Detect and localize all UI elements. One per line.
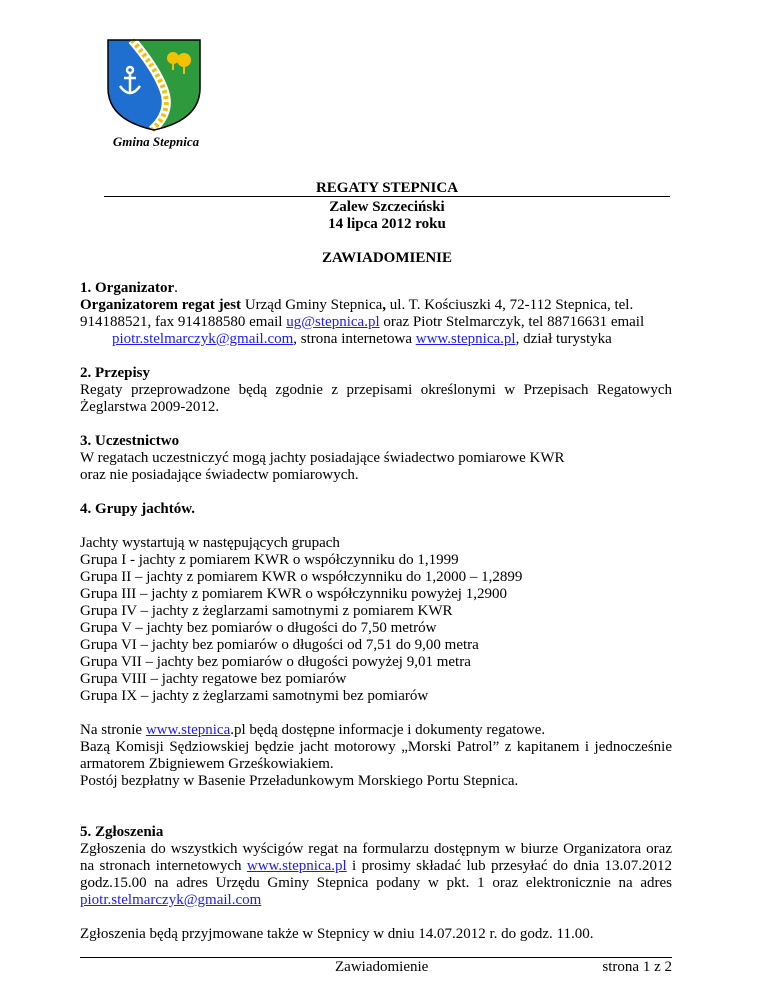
section-groups: 4. Grupy jachtów. Jachty wystartują w następujących grupach Grupa I - jachty z pomiarem KWR o współczynniku do 1,1999 Grupa II – jachty z pomiarem KWR o współczynniku do 1,2000 – 1,2899 Grupa III – jachty z pomiarem KWR o współczynniku powyżej 1,2900 Grupa IV – jachty z żeglarzami samotnymi z pomiarem KWR Grupa V – jachty bez pomiarów o długości do 7,50 metrów Grupa VI – jachty bez pomiarów o długości od 7,51 do 9,00 metra Grupa VII – jachty bez pomiarów o długości powyżej 9,01 metra Grupa VIII – jachty regatowe bez pomiarów Grupa IX – jachty z żeglarzami samotnymi bez pomiarów Na stronie www.stepnica.pl będą dostępne informacje i dokumenty regatowe. Bazą Komisji Sędziowskiej będzie jacht motorowy „Morski Patrol” z kapitanem i jednocześnie armatorem Zbigniewem Grześkowiakiem. Postój bezpłatny w Basenie Przeładunkowym Morskiego Portu Stepnica. [80,501,672,789]
section-heading: 4. Grupy jachtów. [80,501,196,517]
page-footer [80,957,672,977]
document-title: REGATY STEPNICA [315,180,459,196]
list-item: Grupa II – jachty z pomiarem KWR o współczynniku do 1,2000 – 1,2899 [80,569,523,585]
footer-rule [80,957,672,958]
footer-title: Zawiadomienie [335,959,429,975]
list-item: Grupa III – jachty z pomiarem KWR o współczynniku powyżej 1,2900 [80,586,507,602]
section-participation: 3. Uczestnictwo W regatach uczestniczyć mogą jachty posiadające świadectwo pomiarowe KWR oraz nie posiadające świadectw pomiarowych. [80,433,672,484]
list-item: Grupa IV – jachty z żeglarzami samotnymi z pomiarem KWR [80,603,453,619]
section-heading: 3. Uczestnictwo [80,433,180,449]
list-item: Grupa VII – jachty bez pomiarów o długości powyżej 9,01 metra [80,654,471,670]
list-item: Grupa VIII – jachty regatowe bez pomiarów [80,671,347,687]
list-item: Grupa V – jachty bez pomiarów o długości do 7,50 metrów [80,620,437,636]
section-heading: 5. Zgłoszenia [80,824,164,840]
list-item: Grupa I - jachty z pomiarem KWR o współczynniku do 1,1999 [80,552,459,568]
section-registration: 5. Zgłoszenia Zgłoszenia do wszystkich wyścigów regat na formularzu dostępnym w biurze Organizatora oraz na stronach internetowych www.stepnica.pl i prosimy składać lub przesyłać do dnia 13.07.2012 godz.15.00 na adres Urzędu Gminy Stepnica podany w pkt. 1 oraz elektronicznie na adres piotr.stelmarczyk@gmail.com Zgłoszenia będą przyjmowane także w Stepnicy w dniu 14.07.2012 r. do godz. 11.00. [80,824,673,942]
logo-caption: Gmina Stepnica [112,134,200,149]
list-item: Grupa IX – jachty z żeglarzami samotnymi bez pomiarów [80,688,429,704]
email-link-ug[interactable]: ug@stepnica.pl [286,314,380,330]
event-location: Zalew Szczeciński [329,199,445,215]
website-link[interactable]: www.stepnica.pl [246,858,347,874]
list-item: Grupa VI – jachty bez pomiarów o długości od 7,51 do 9,00 metra [80,637,479,653]
notice-heading: ZAWIADOMIENIE [321,250,453,266]
event-date: 14 lipca 2012 roku [328,216,446,232]
website-link[interactable]: www.stepnica.pl [415,331,516,347]
email-link-stelmarczyk[interactable]: piotr.stelmarczyk@gmail.com [112,331,294,347]
email-link-stelmarczyk[interactable]: piotr.stelmarczyk@gmail.com [80,892,262,908]
header-rule [104,196,670,197]
section-heading: 2. Przepisy [80,365,150,381]
website-link[interactable]: www.stepnica [145,722,231,738]
section-heading: 1. Organizator [80,280,175,296]
gmina-crest-logo [104,38,204,132]
rules-text: Regaty przeprowadzone będą zgodnie z przepisami określonymi w Przepisach Regatowych Żeglarstwa 2009-2012. [80,382,672,415]
document-body [80,280,672,943]
section-organizer: 1. Organizator. Organizatorem regat jest Urząd Gminy Stepnica, ul. T. Kościuszki 4, 72-112 Stepnica, tel. 914188521, fax 914188580 email ug@stepnica.pl oraz Piotr Stelmarczyk, tel 88716631 email piotr.stelmarczyk@gmail.com, strona internetowa www.stepnica.pl, dział turystyka [80,280,645,347]
section-rules [80,365,672,416]
page-number: strona 1 z 2 [602,959,672,975]
